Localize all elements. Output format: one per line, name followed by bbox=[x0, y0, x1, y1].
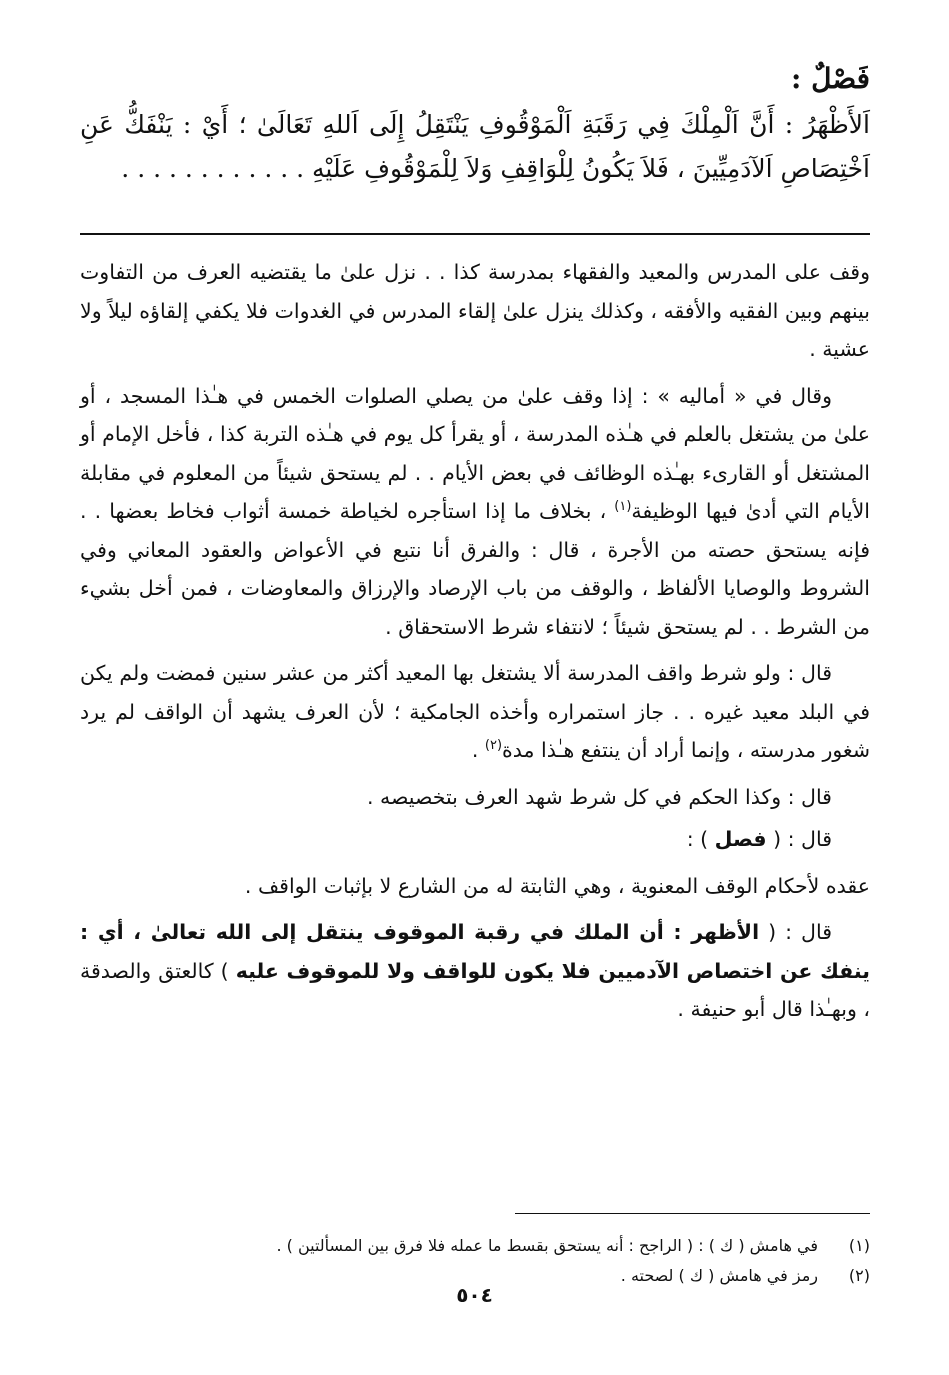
paragraph-7-prefix: قال : ( bbox=[759, 920, 832, 944]
section-heading: فَصْلٌ : bbox=[791, 62, 870, 95]
commentary-paragraph-6: عقده لأحكام الوقف المعنوية ، وهي الثابتة له من الشارع لا بإثبات الواقف . bbox=[244, 873, 870, 898]
commentary-paragraph-1: وقف على المدرس والمعيد والفقهاء بمدرسة كذا . . نزل علىٰ ما يقتضيه العرف من التفاوت بينهم وبين الفقيه والأفقه ، وكذلك ينزل علىٰ إلقاء المدرس في الغدوات فلا يكفي إلقاؤه ليلاً ولا عشية . bbox=[80, 260, 870, 361]
footnote-1 bbox=[80, 1231, 870, 1261]
commentary-paragraph-7 bbox=[80, 913, 870, 1029]
commentary-paragraph-2-part-a: وقال في « أماليه » : إذا وقف علىٰ من يصلي الصلوات الخمس في هـٰذا المسجد ، أو علىٰ من يشتغل بالعلم في هـٰذه المدرسة ، أو يقرأ كل يوم في هـٰذه التربة كذا ، فأخل الإمام أو المشتغل أو القارىء بهـٰذه الوظائف في بعض الأيام . . لم يستحق شيئاً من المعلوم في مقابلة الأيام التي أدىٰ فيها الوظيفة bbox=[80, 383, 870, 523]
matn-body: اَلأَظْهَرُ : أَنَّ اَلْمِلْكَ فِي رَقَبَةِ اَلْمَوْقُوفِ يَنْتَقِلُ إِلَى اَللهِ تَعَالَىٰ ؛ أَيْ : يَنْفَكُّ عَنِ اَخْتِصَاصِ اَلآدَمِيِّينَ ، فَلاَ يَكُونُ لِلْوَاقِفِ وَلاَ لِلْمَوْقُوفِ عَلَيْهِ bbox=[80, 110, 870, 183]
matn-divider bbox=[80, 233, 870, 235]
matn-text bbox=[80, 103, 870, 191]
paragraph-7-suffix: ) كالعتق والصدقة ، وبهـٰذا قال أبو حنيفة . bbox=[80, 958, 870, 1021]
page bbox=[80, 55, 870, 1285]
footnotes bbox=[80, 1231, 870, 1291]
footnote-1-number: (١) bbox=[848, 1236, 870, 1255]
commentary-paragraph-2 bbox=[80, 377, 870, 647]
footnote-2-number: (٢) bbox=[848, 1266, 870, 1285]
commentary-paragraph-5 bbox=[80, 820, 870, 859]
commentary-paragraph-3-part-a: قال : ولو شرط واقف المدرسة ألا يشتغل بها المعيد أكثر من عشر سنين فمضت ولم يكن في البلد معيد غيره . . جاز استمراره وأخذه الجامكية ؛ لأن العرف يشهد أن الواقف لم يرد شغور مدرسته ، وإنما أراد أن ينتفع هـٰذا مدة bbox=[80, 661, 870, 762]
paragraph-5-suffix: ) : bbox=[686, 827, 715, 851]
footnote-divider bbox=[515, 1213, 870, 1214]
quoted-heading-fasl: فصل bbox=[714, 827, 767, 851]
page-number: ٥٠٤ bbox=[456, 1283, 493, 1307]
paragraph-5-prefix: قال : ( bbox=[766, 827, 832, 851]
commentary-paragraph-3-part-b: . bbox=[471, 738, 485, 762]
quoted-matn: الأظهر : أن الملك في رقبة الموقوف ينتقل إلى الله تعالىٰ ، أي : ينفك عن اختصاص الآدميين فلا يكون للواقف ولا للموقوف عليه bbox=[80, 920, 870, 983]
footnote-ref-2[interactable]: (٢) bbox=[484, 738, 503, 754]
commentary bbox=[80, 253, 870, 1037]
footnote-1-text: في هامش ( ك ) : ( الراجح : أنه يستحق بقسط ما عمله فلا فرق بين المسألتين ) . bbox=[276, 1236, 818, 1255]
commentary-paragraph-2-part-b: ، بخلاف ما إذا استأجره لخياطة خمسة أثواب فخاط بعضها . . فإنه يستحق حصته من الأجرة ، قال : والفرق أنا نتبع في الأعواض والعقود المعاني وفي الشروط والوصايا الألفاظ ، والوقف من باب الإرصاد والإرزاق والمعاوضات ، فمن أخل بشيء من الشرط . . لم يستحق شيئاً ؛ لانتفاء شرط الاستحقاق . bbox=[80, 499, 870, 639]
commentary-paragraph-3 bbox=[80, 654, 870, 770]
footnote-ref-1[interactable]: (١) bbox=[614, 499, 632, 515]
footnote-2-text: رمز في هامش ( ك ) لصحته . bbox=[620, 1266, 818, 1285]
matn-ellipsis: . . . . . . . . . . . . bbox=[121, 154, 305, 183]
commentary-paragraph-4: قال : وكذا الحكم في كل شرط شهد العرف بتخصيصه . bbox=[366, 784, 832, 809]
